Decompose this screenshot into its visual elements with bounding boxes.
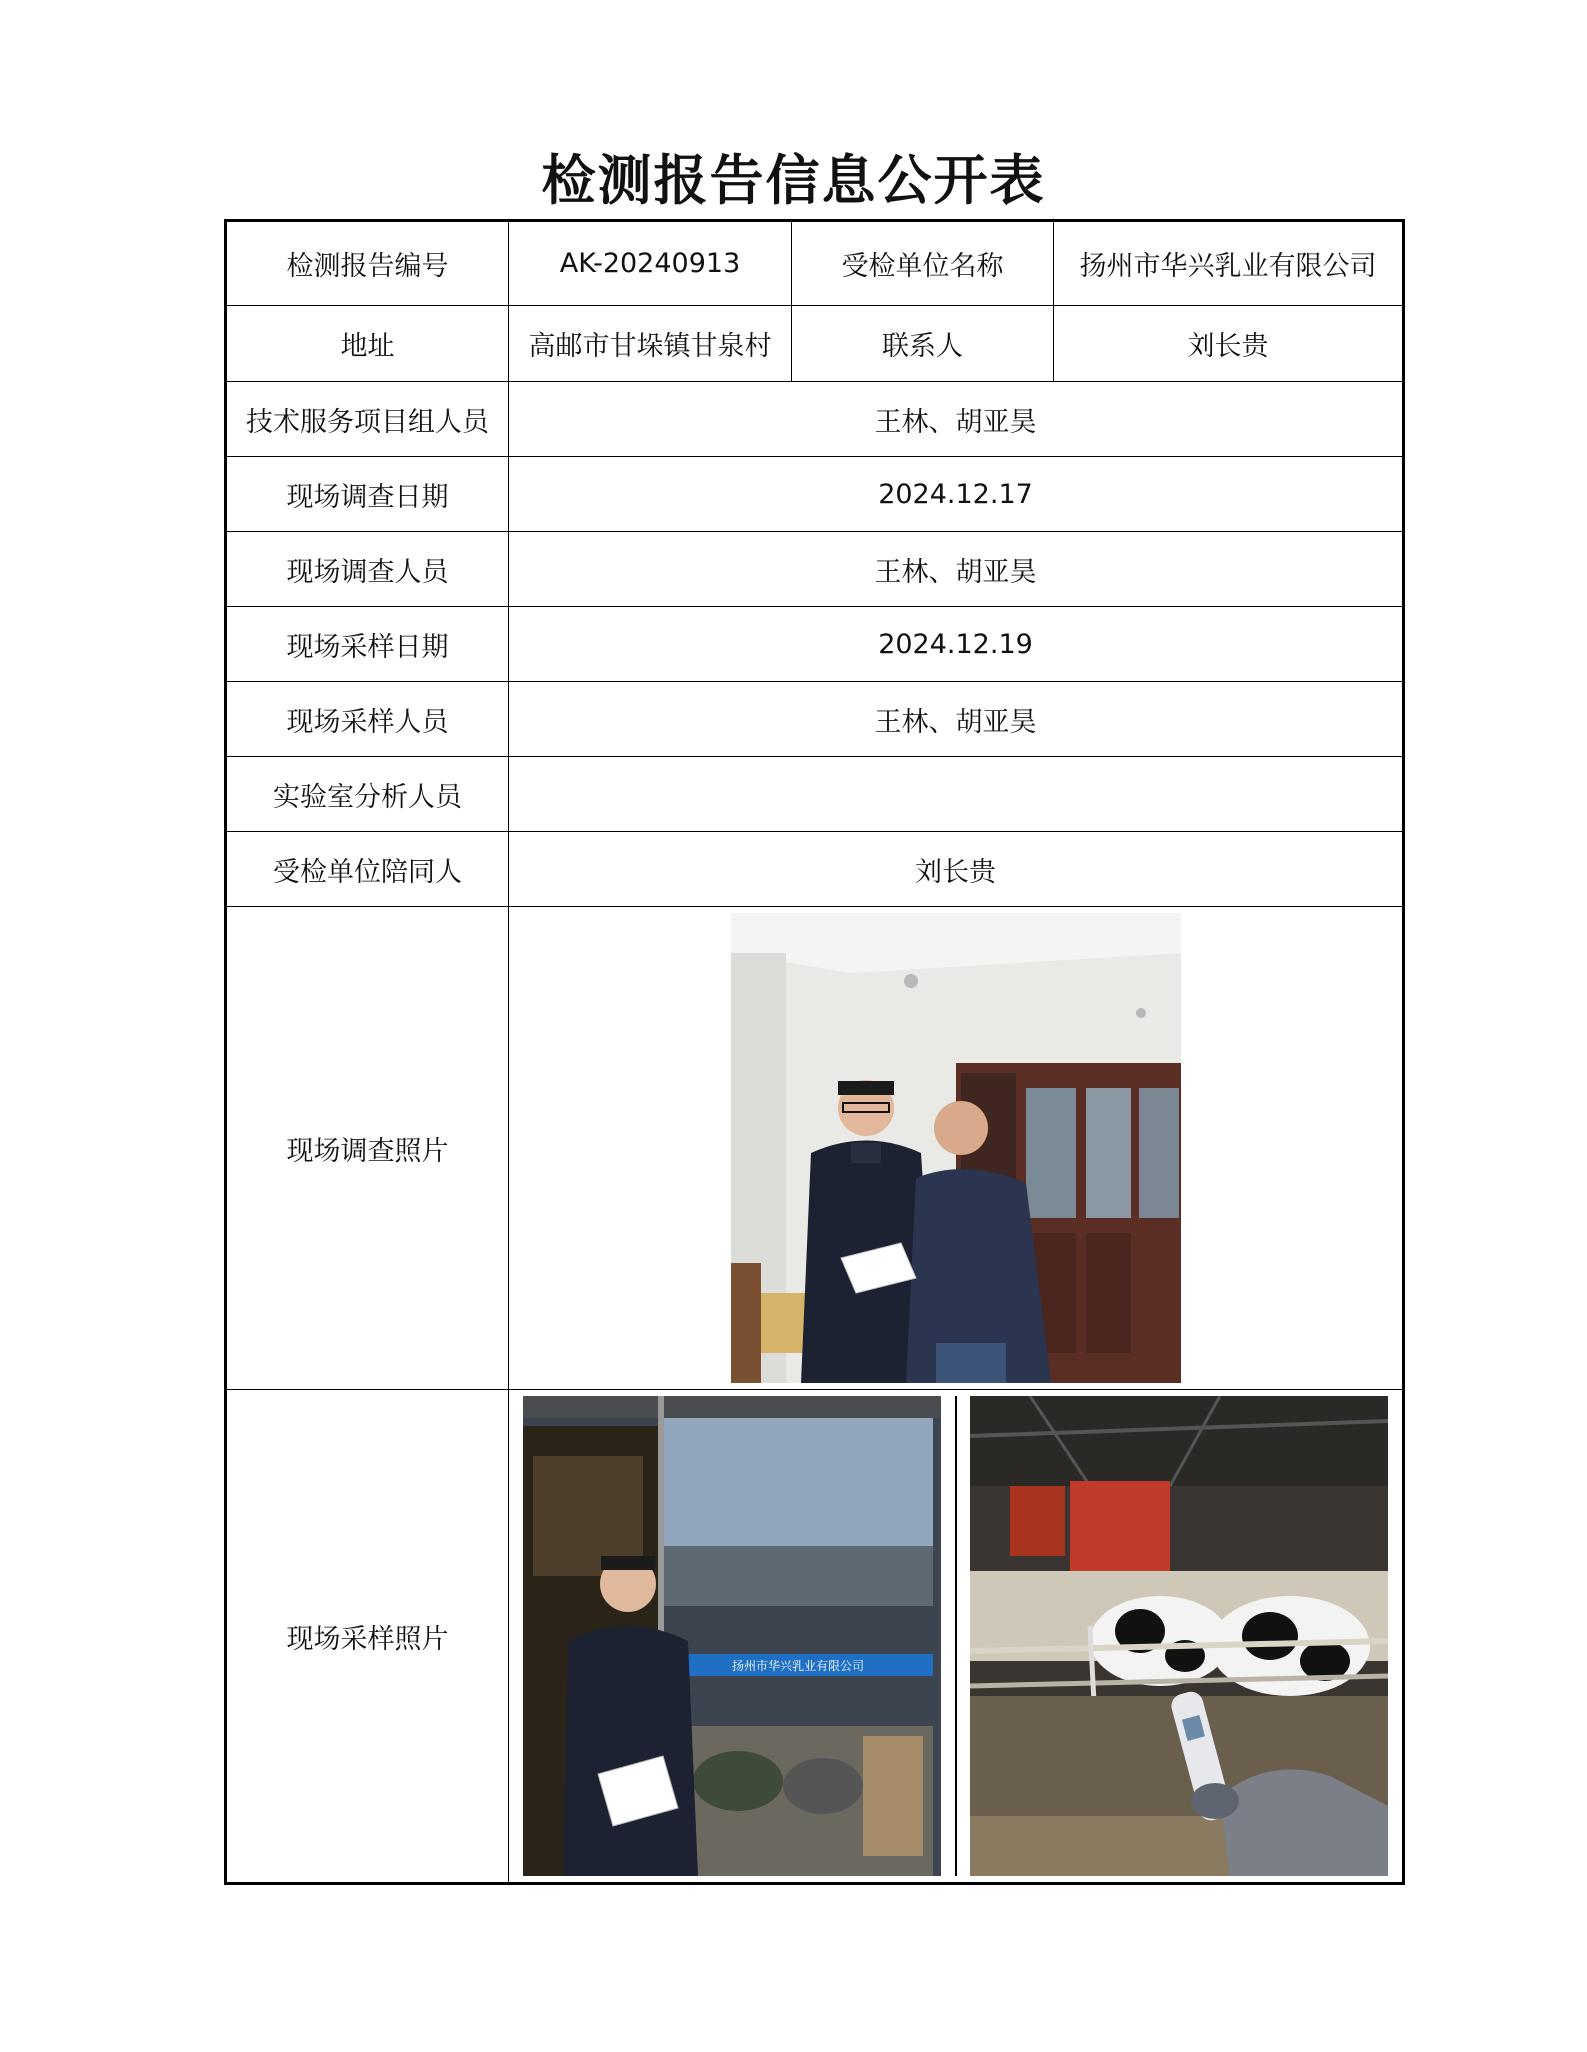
table-row xyxy=(226,306,1404,382)
table-row xyxy=(226,607,1404,682)
row-label: 实验室分析人员 xyxy=(226,757,509,832)
survey-photo xyxy=(731,913,1181,1383)
row-value: 2024.12.17 xyxy=(509,457,1404,532)
unit-name-label: 受检单位名称 xyxy=(792,221,1054,306)
row-label: 现场采样人员 xyxy=(226,682,509,757)
contact-value: 刘长贵 xyxy=(1054,306,1404,382)
survey-photo-cell xyxy=(509,907,1404,1390)
table-row xyxy=(226,832,1404,907)
report-no-label: 检测报告编号 xyxy=(226,221,509,306)
report-no-value: AK-20240913 xyxy=(509,221,792,306)
row-label: 现场调查日期 xyxy=(226,457,509,532)
page-title: 检测报告信息公开表 xyxy=(541,149,1046,212)
row-value: 2024.12.19 xyxy=(509,607,1404,682)
row-label: 现场调查人员 xyxy=(226,532,509,607)
table-row xyxy=(226,757,1404,832)
sampling-photo-left-slot xyxy=(509,1396,957,1876)
row-value: 王林、胡亚昊 xyxy=(509,682,1404,757)
table-row xyxy=(226,907,1404,1390)
sampling-photo-left xyxy=(523,1396,941,1876)
table-row xyxy=(226,682,1404,757)
table-row xyxy=(226,1390,1404,1884)
table-row xyxy=(226,457,1404,532)
report-info-table xyxy=(224,219,1405,1885)
row-value: 王林、胡亚昊 xyxy=(509,382,1404,457)
table-row xyxy=(226,221,1404,306)
sampling-photo-cell xyxy=(509,1390,1404,1884)
row-label: 现场采样日期 xyxy=(226,607,509,682)
row-label: 受检单位陪同人 xyxy=(226,832,509,907)
sampling-photo-label: 现场采样照片 xyxy=(226,1390,509,1884)
row-value xyxy=(509,757,1404,832)
address-label: 地址 xyxy=(226,306,509,382)
table-row xyxy=(226,382,1404,457)
sign-text: 扬州市华兴乳业有限公司 xyxy=(731,1659,864,1673)
table-row xyxy=(226,532,1404,607)
contact-label: 联系人 xyxy=(792,306,1054,382)
row-label: 技术服务项目组人员 xyxy=(226,382,509,457)
row-value: 刘长贵 xyxy=(509,832,1404,907)
unit-name-value: 扬州市华兴乳业有限公司 xyxy=(1054,221,1404,306)
sampling-photo-right xyxy=(970,1396,1388,1876)
survey-photo-label: 现场调查照片 xyxy=(226,907,509,1390)
row-value: 王林、胡亚昊 xyxy=(509,532,1404,607)
sampling-photo-right-slot xyxy=(957,1396,1403,1876)
address-value: 高邮市甘垛镇甘泉村 xyxy=(509,306,792,382)
